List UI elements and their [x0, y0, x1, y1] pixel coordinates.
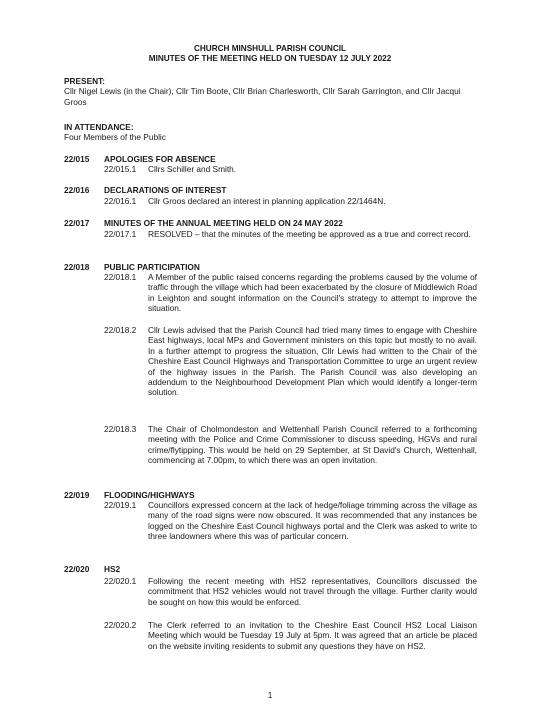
- section-number: 22/020: [64, 564, 90, 574]
- section-number: 22/018: [64, 262, 90, 272]
- section-title: HS2: [104, 564, 121, 574]
- item-number: 22/016.1: [104, 196, 137, 206]
- item-number: 22/019.1: [104, 500, 137, 510]
- section-title: FLOODING/HIGHWAYS: [104, 490, 195, 500]
- item-number: 22/015.1: [104, 164, 137, 174]
- item-number: 22/017.1: [104, 229, 137, 239]
- item-text: The Clerk referred to an invitation to the Cheshire East Council HS2 Local Liaison Meeting which would be Tuesday 19 July at 5pm. It was agreed that an article be placed on the website inviting residents to submit any questions they have on HS2.: [148, 620, 477, 651]
- present-label: PRESENT:: [64, 76, 106, 86]
- present-list: Cllr Nigel Lewis (in the Chair), Cllr Tim Boote, Cllr Brian Charlesworth, Cllr Sarah Garrington, and Cllr Jacqui Groos: [64, 86, 461, 107]
- attendance-section: [64, 122, 484, 143]
- item-text: RESOLVED – that the minutes of the meeting be approved as a true and correct record.: [148, 229, 471, 239]
- section-number: 22/015: [64, 154, 90, 164]
- item-text: Cllr Lewis advised that the Parish Council had tried many times to engage with Cheshire East highways, local MPs and Government ministers on this topic but mostly to no avail. In a further attempt to progress the situation, Cllr Lewis had written to the Chair of the Cheshire East Council Highways and Transportation Committee to urge an urgent review of the highway issues in the Parish. The Parish Council was also developing an addendum to the Neighbourhood Development Plan which would identify a longer-term solution.: [148, 325, 477, 398]
- item-text: Cllr Groos declared an interest in planning application 22/1464N.: [148, 196, 386, 206]
- section-title: DECLARATIONS OF INTEREST: [104, 185, 227, 195]
- item-number: 22/018.2: [104, 325, 137, 335]
- item-text: Following the recent meeting with HS2 representatives, Councillors discussed the commitment that HS2 vehicles would not travel through the village. Further clarity would be sought on how this would be enforced.: [148, 576, 477, 607]
- document-header: [0, 44, 540, 64]
- item-number: 22/020.1: [104, 576, 137, 586]
- item-number: 22/018.1: [104, 272, 137, 282]
- item-text: Cllrs Schiller and Smith.: [148, 164, 237, 174]
- item-number: 22/020.2: [104, 620, 137, 630]
- item-number: 22/018.3: [104, 424, 137, 434]
- attendance-label: IN ATTENDANCE:: [64, 122, 134, 132]
- present-section: [64, 76, 484, 107]
- page-number: 1: [267, 690, 273, 700]
- section-number: 22/019: [64, 490, 90, 500]
- item-text: The Chair of Cholmondeston and Wettenhall Parish Council referred to a forthcoming meeting with the Police and Crime Commissioner to discuss speeding, HGVs and rural crime/flytipping. This would be held on 29 September, at St David's Church, Wettenhall, commencing at 7.00pm, to which there was an open invitation.: [148, 424, 477, 466]
- attendance-text: Four Members of the Public: [64, 132, 166, 143]
- item-text: Councillors expressed concern at the lack of hedge/foliage trimming across the village as many of the road signs were now obscured. It was recommended that any instances be logged on the Cheshire East Council highways portal and the Clerk was asked to write to three landowners where this was of particular concern.: [148, 500, 477, 542]
- section-title: MINUTES OF THE ANNUAL MEETING HELD ON 24 MAY 2022: [104, 218, 343, 228]
- minutes-title: MINUTES OF THE MEETING HELD ON TUESDAY 12 JULY 2022: [148, 54, 392, 63]
- section-number: 22/017: [64, 218, 90, 228]
- item-text: A Member of the public raised concerns regarding the problems caused by the volume of traffic through the village which had been exacerbated by the closure of Middlewich Road in Leighton and sought information on the Council's strategy to attempt to improve the situation.: [148, 272, 477, 314]
- section-title: APOLOGIES FOR ABSENCE: [104, 154, 216, 164]
- section-title: PUBLIC PARTICIPATION: [104, 262, 200, 272]
- council-name: CHURCH MINSHULL PARISH COUNCIL: [193, 44, 347, 53]
- section-number: 22/016: [64, 185, 90, 195]
